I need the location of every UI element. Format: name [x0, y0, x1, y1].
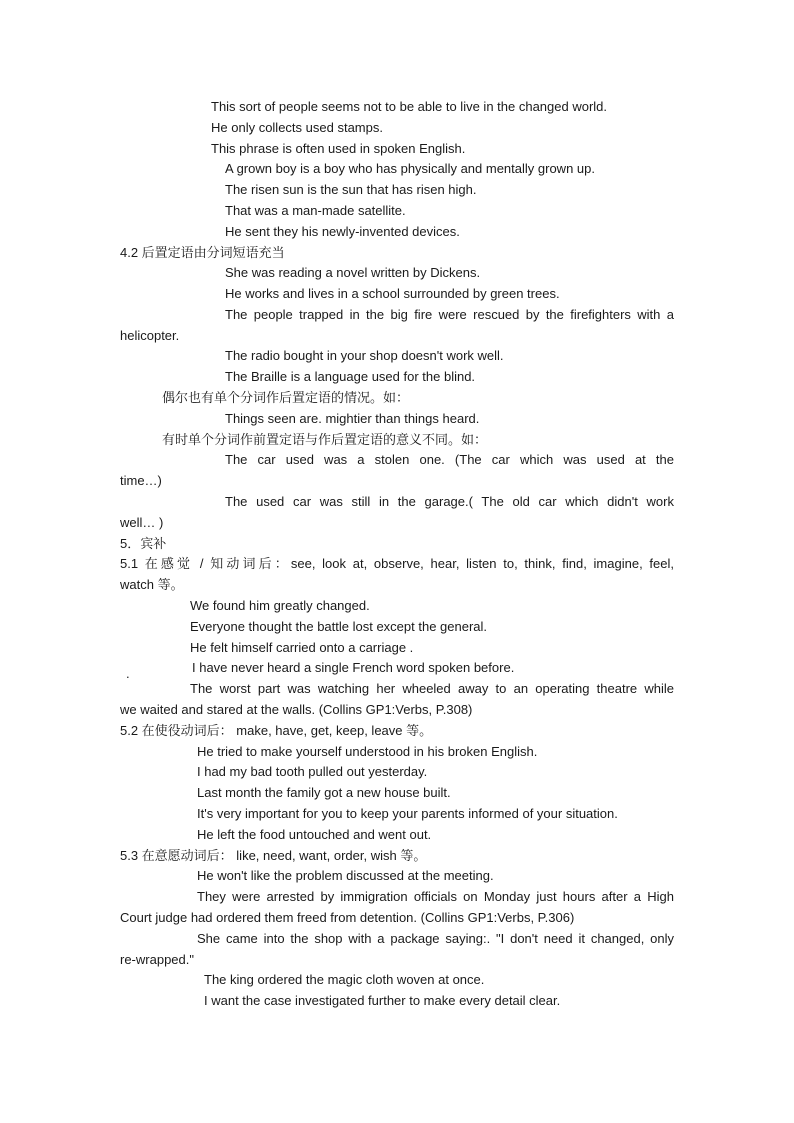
example-line: I have never heard a single French word spoken before. [192, 660, 515, 675]
example-line: He left the food untouched and went out. [197, 827, 432, 842]
example-line: She was reading a novel written by Dickens. [225, 265, 481, 280]
example-line: A grown boy is a boy who has physically and mentally grown up. [225, 161, 595, 176]
example-line: The people trapped in the big fire were rescued by the firefighters with a [225, 307, 674, 322]
example-line: That was a man-made satellite. [225, 203, 406, 218]
section-heading-5-1: 5.1 在感觉 / 知动词后：see, look at, observe, hear, listen to, think, find, imagine, feel, [120, 556, 674, 571]
example-line: He only collects used stamps. [211, 120, 383, 135]
example-line: He felt himself carried onto a carriage . [190, 640, 414, 655]
example-line-continuation: we waited and stared at the walls. (Collins GP1:Verbs, P.308) [120, 702, 473, 717]
section-heading-5-1-continuation: watch 等。 [120, 577, 184, 592]
example-line: Everyone thought the battle lost except the general. [190, 619, 488, 634]
section-heading-5: 5．宾补 [120, 536, 167, 551]
example-line: The king ordered the magic cloth woven at once. [204, 972, 485, 987]
example-line: This sort of people seems not to be able to live in the changed world. [211, 99, 608, 114]
example-line: I want the case investigated further to make every detail clear. [204, 993, 561, 1008]
section-heading-4-2: 4.2 后置定语由分词短语充当 [120, 245, 285, 260]
section-heading-5-3: 5.3 在意愿动词后： like, need, want, order, wish 等。 [120, 848, 427, 863]
note-line: 偶尔也有单个分词作后置定语的情况。如： [162, 390, 410, 405]
example-line: Last month the family got a new house built. [197, 785, 451, 800]
example-line: He won't like the problem discussed at the meeting. [197, 868, 494, 883]
example-line-continuation: time…) [120, 473, 162, 488]
stray-dot: . [126, 666, 130, 681]
example-line: He tried to make yourself understood in his broken English. [197, 744, 538, 759]
example-line: The radio bought in your shop doesn't work well. [225, 348, 504, 363]
section-heading-5-2: 5.2 在使役动词后： make, have, get, keep, leave 等。 [120, 723, 433, 738]
example-line: The Braille is a language used for the blind. [225, 369, 476, 384]
example-line: It's very important for you to keep your parents informed of your situation. [197, 806, 618, 821]
example-line: I had my bad tooth pulled out yesterday. [197, 764, 428, 779]
example-line-continuation: helicopter. [120, 328, 180, 343]
example-line: The worst part was watching her wheeled away to an operating theatre while [190, 681, 674, 696]
example-line: The car used was a stolen one. (The car which was used at the [225, 452, 674, 467]
example-line: He works and lives in a school surrounded by green trees. [225, 286, 560, 301]
example-line: This phrase is often used in spoken English. [211, 141, 466, 156]
example-line: The used car was still in the garage.( The old car which didn't work [225, 494, 674, 509]
note-line: 有时单个分词作前置定语与作后置定语的意义不同。如： [162, 432, 488, 447]
example-line: The risen sun is the sun that has risen high. [225, 182, 477, 197]
example-line: Things seen are. mightier than things heard. [225, 411, 480, 426]
example-line-continuation: well… ) [120, 515, 164, 530]
example-line: He sent they his newly-invented devices. [225, 224, 460, 239]
example-line: She came into the shop with a package saying:. "I don't need it changed, only [197, 931, 674, 946]
example-line: They were arrested by immigration officials on Monday just hours after a High [197, 889, 674, 904]
example-line-continuation: re-wrapped." [120, 952, 194, 967]
example-line-continuation: Court judge had ordered them freed from detention. (Collins GP1:Verbs, P.306) [120, 910, 575, 925]
example-line: We found him greatly changed. [190, 598, 370, 613]
